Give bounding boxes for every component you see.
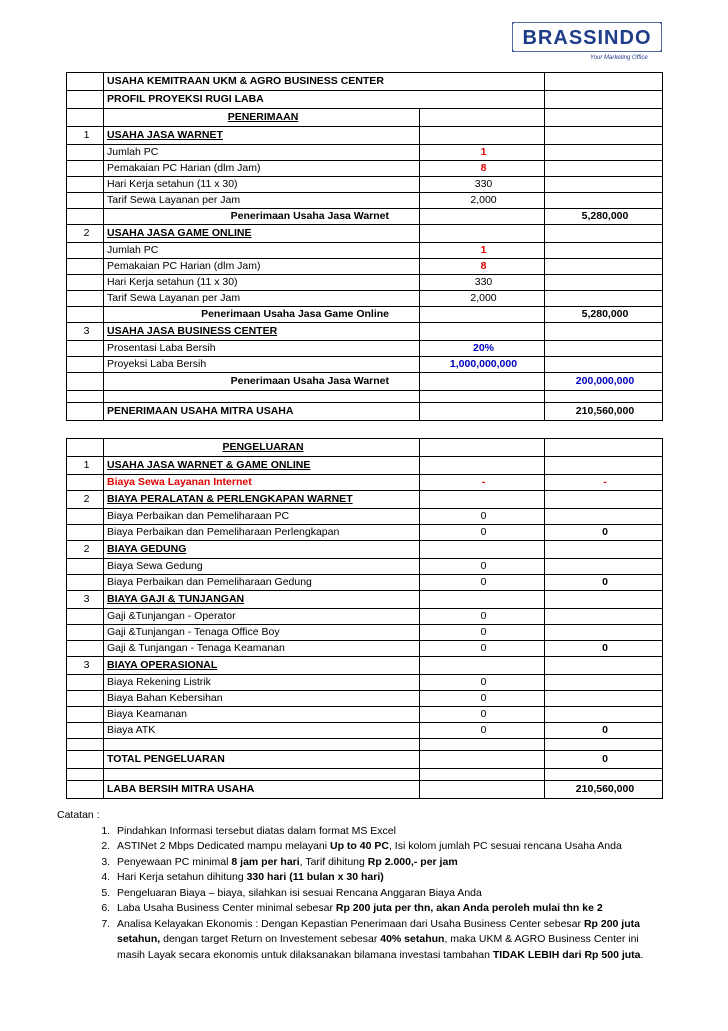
note-text: Analisa Kelayakan Ekonomis : Dengan Kepastian Penerimaan dari Usaha Business Center sebesar [117, 917, 584, 930]
cell [67, 781, 104, 799]
note-item [113, 917, 667, 964]
note-text: 40% setahun [380, 933, 445, 945]
cell [545, 275, 663, 291]
cell [545, 491, 663, 509]
item-label: Pemakaian PC Harian (dlm Jam) [104, 259, 420, 275]
cell [67, 525, 104, 541]
cell [67, 73, 104, 91]
cell [545, 243, 663, 259]
cell [67, 373, 104, 391]
cell [67, 307, 104, 323]
cell [420, 457, 545, 475]
section-number: 2 [67, 225, 104, 243]
item-value: 2,000 [420, 193, 545, 209]
cell [545, 769, 663, 781]
cell [545, 109, 663, 127]
item-value: 1,000,000,000 [420, 357, 545, 373]
item-total: - [545, 475, 663, 491]
table-row [67, 475, 663, 491]
cell [67, 145, 104, 161]
item-value: - [420, 475, 545, 491]
cell [67, 609, 104, 625]
item-label: Biaya Perbaikan dan Pemeliharaan PC [104, 509, 420, 525]
section-number: 1 [67, 457, 104, 475]
subtotal-row [67, 373, 663, 391]
table-row [67, 691, 663, 707]
note-text: Rp 200 juta setahun, [117, 917, 640, 945]
section-number: 3 [67, 591, 104, 609]
table-row [67, 259, 663, 275]
profit-value: 210,560,000 [545, 781, 663, 799]
note-text: Hari Kerja setahun dihitung [117, 871, 247, 883]
cell [420, 781, 545, 799]
note-text: 8 jam per hari [231, 855, 300, 868]
cell [67, 439, 104, 457]
item-value: 0 [420, 675, 545, 691]
cell [67, 723, 104, 739]
item-value: 0 [420, 641, 545, 657]
item-value: 0 [420, 609, 545, 625]
item-label: Biaya ATK [104, 723, 420, 739]
item-label: Biaya Bahan Kebersihan [104, 691, 420, 707]
item-value: 0 [420, 723, 545, 739]
cell [420, 225, 545, 243]
item-label: Gaji &Tunjangan - Operator [104, 609, 420, 625]
cell [420, 307, 545, 323]
cell [67, 739, 104, 751]
item-total: 0 [545, 641, 663, 657]
cell [67, 391, 104, 403]
cell [67, 357, 104, 373]
logo-subtitle: Your Marketing Office [590, 55, 648, 61]
table-row [67, 275, 663, 291]
item-total: 0 [545, 525, 663, 541]
cell [67, 509, 104, 525]
spacer-row [67, 769, 663, 781]
item-label: Biaya Rekening Listrik [104, 675, 420, 691]
cell [545, 341, 663, 357]
cell [104, 739, 420, 751]
item-total [545, 559, 663, 575]
item-value: 0 [420, 707, 545, 723]
item-value: 0 [420, 559, 545, 575]
cell [420, 769, 545, 781]
section-title-row [67, 657, 663, 675]
note-item [113, 870, 667, 886]
cell [420, 657, 545, 675]
item-value: 8 [420, 161, 545, 177]
subtotal-label: Penerimaan Usaha Jasa Warnet [104, 209, 420, 225]
profit-row [67, 781, 663, 799]
section-number: 3 [67, 657, 104, 675]
cell [545, 323, 663, 341]
cell [67, 403, 104, 421]
table-row [67, 641, 663, 657]
note-text: TIDAK LEBIH dari Rp 500 juta [492, 948, 641, 961]
item-total [545, 509, 663, 525]
table-row [67, 357, 663, 373]
cell [545, 357, 663, 373]
section-title-row [67, 225, 663, 243]
section-title-row [67, 457, 663, 475]
note-text: , Isi kolom jumlah PC sesuai rencana Usaha Anda [388, 840, 622, 852]
cell [67, 275, 104, 291]
notes-list [57, 824, 667, 964]
cell [67, 751, 104, 769]
cell [67, 209, 104, 225]
item-total [545, 625, 663, 641]
expense-table [66, 438, 663, 799]
section-number: 3 [67, 323, 104, 341]
subtotal-value: 5,280,000 [545, 209, 663, 225]
cell [545, 457, 663, 475]
note-item [113, 855, 667, 871]
cell [420, 109, 545, 127]
cell [420, 541, 545, 559]
report-subtitle: PROFIL PROYEKSI RUGI LABA [104, 91, 545, 109]
table-row [67, 575, 663, 591]
item-value: 0 [420, 525, 545, 541]
note-text: . [640, 948, 644, 961]
cell [420, 739, 545, 751]
cell [420, 209, 545, 225]
cell [545, 439, 663, 457]
item-value: 0 [420, 625, 545, 641]
report-title: USAHA KEMITRAAN UKM & AGRO BUSINESS CENTER [104, 73, 545, 91]
note-item [113, 824, 667, 840]
cell [67, 625, 104, 641]
profit-label: LABA BERSIH MITRA USAHA [104, 781, 420, 799]
item-total [545, 707, 663, 723]
cell [67, 559, 104, 575]
cell [545, 73, 663, 91]
item-label: Proyeksi Laba Bersih [104, 357, 420, 373]
table-row [67, 243, 663, 259]
section-title-row [67, 491, 663, 509]
subtotal-row [67, 307, 663, 323]
section-title-row [67, 323, 663, 341]
cell [545, 291, 663, 307]
table-row [67, 625, 663, 641]
note-text: dengan target Return on Investement sebesar [160, 933, 381, 945]
title-row [67, 73, 663, 91]
cell [67, 109, 104, 127]
cell [545, 177, 663, 193]
note-text: 330 hari (11 bulan x 30 hari) [246, 871, 384, 883]
item-label: Gaji & Tunjangan - Tenaga Keamanan [104, 641, 420, 657]
cell [545, 225, 663, 243]
note-item [113, 839, 667, 855]
item-label: Gaji &Tunjangan - Tenaga Office Boy [104, 625, 420, 641]
income-table [66, 72, 663, 421]
section-title-row [67, 541, 663, 559]
cell [67, 707, 104, 723]
note-text: Rp 200 juta per thn, akan Anda peroleh mulai thn ke 2 [335, 902, 603, 914]
note-text: Pindahkan Informasi tersebut diatas dalam format MS Excel [117, 824, 396, 837]
notes-title: Catatan : [57, 809, 100, 821]
item-value: 0 [420, 509, 545, 525]
cell [545, 591, 663, 609]
spacer-row [67, 391, 663, 403]
section-title: USAHA JASA WARNET [104, 127, 420, 145]
note-text: Pengeluaran Biaya – biaya, silahkan isi sesuai Rencana Anggaran Biaya Anda [117, 886, 482, 899]
item-value: 330 [420, 275, 545, 291]
cell [420, 491, 545, 509]
cell [420, 373, 545, 391]
cell [420, 403, 545, 421]
item-label: Prosentasi Laba Bersih [104, 341, 420, 357]
cell [420, 391, 545, 403]
note-text: Penyewaan PC minimal [117, 855, 232, 868]
cell [545, 739, 663, 751]
cell [67, 177, 104, 193]
section-title: USAHA JASA GAME ONLINE [104, 225, 420, 243]
section-heading: PENGELUARAN [104, 439, 420, 457]
item-label: Biaya Sewa Layanan Internet [104, 475, 420, 491]
table-row [67, 525, 663, 541]
item-label: Biaya Perbaikan dan Pemeliharaan Gedung [104, 575, 420, 591]
total-label: PENERIMAAN USAHA MITRA USAHA [104, 403, 420, 421]
cell [67, 675, 104, 691]
item-value: 330 [420, 177, 545, 193]
cell [67, 641, 104, 657]
cell [545, 127, 663, 145]
total-label: TOTAL PENGELUARAN [104, 751, 420, 769]
cell [67, 691, 104, 707]
cell [545, 541, 663, 559]
cell [420, 323, 545, 341]
cell [67, 259, 104, 275]
brassindo-logo [512, 22, 662, 52]
note-item [113, 886, 667, 902]
section-title: BIAYA GEDUNG [104, 541, 420, 559]
section-title-row [67, 591, 663, 609]
note-text: Laba Usaha Business Center minimal sebesar [117, 902, 336, 914]
cell [545, 91, 663, 109]
item-label: Jumlah PC [104, 243, 420, 259]
subtotal-value: 5,280,000 [545, 307, 663, 323]
item-total [545, 609, 663, 625]
item-label: Biaya Perbaikan dan Pemeliharaan Perlengkapan [104, 525, 420, 541]
cell [104, 769, 420, 781]
cell [67, 91, 104, 109]
item-value: 2,000 [420, 291, 545, 307]
cell [545, 657, 663, 675]
total-value: 210,560,000 [545, 403, 663, 421]
item-total: 0 [545, 575, 663, 591]
cell [420, 439, 545, 457]
table-row [67, 509, 663, 525]
heading-row [67, 109, 663, 127]
section-title: BIAYA PERALATAN & PERLENGKAPAN WARNET [104, 491, 420, 509]
item-label: Biaya Sewa Gedung [104, 559, 420, 575]
table-row [67, 177, 663, 193]
cell [545, 259, 663, 275]
cell [545, 391, 663, 403]
note-item [113, 901, 667, 917]
note-text: ASTINet 2 Mbps Dedicated mampu melayani [117, 840, 331, 852]
cell [545, 145, 663, 161]
cell [67, 769, 104, 781]
cell [420, 591, 545, 609]
item-value: 1 [420, 145, 545, 161]
total-row [67, 751, 663, 769]
notes [57, 808, 667, 963]
spacer-row [67, 739, 663, 751]
subtotal-label: Penerimaan Usaha Jasa Warnet [104, 373, 420, 391]
cell [67, 575, 104, 591]
total-row [67, 403, 663, 421]
item-label: Tarif Sewa Layanan per Jam [104, 193, 420, 209]
item-label: Pemakaian PC Harian (dlm Jam) [104, 161, 420, 177]
note-text: , maka UKM & AGRO Business Center ini masih Layak secara ekonomis untuk dilaksanakan bilamana investasi tambahan [117, 933, 639, 961]
heading-row [67, 439, 663, 457]
cell [545, 161, 663, 177]
note-text: , Tarif dihitung [299, 855, 368, 868]
subtotal-value: 200,000,000 [545, 373, 663, 391]
section-title-row [67, 127, 663, 145]
logo-text: BRASSINDO [522, 27, 652, 49]
table-row [67, 341, 663, 357]
cell [67, 291, 104, 307]
section-title: BIAYA OPERASIONAL [104, 657, 420, 675]
item-total: 0 [545, 723, 663, 739]
item-value: 8 [420, 259, 545, 275]
item-total [545, 675, 663, 691]
cell [67, 161, 104, 177]
note-text: Rp 2.000,- per jam [367, 855, 458, 868]
section-title: USAHA JASA BUSINESS CENTER [104, 323, 420, 341]
item-label: Hari Kerja setahun (11 x 30) [104, 177, 420, 193]
cell [545, 193, 663, 209]
table-row [67, 193, 663, 209]
note-text: Up to 40 PC [330, 840, 389, 852]
cell [67, 475, 104, 491]
item-value: 0 [420, 691, 545, 707]
cell [420, 751, 545, 769]
item-value: 1 [420, 243, 545, 259]
table-row [67, 145, 663, 161]
table-row [67, 723, 663, 739]
section-number: 2 [67, 541, 104, 559]
item-label: Hari Kerja setahun (11 x 30) [104, 275, 420, 291]
total-value: 0 [545, 751, 663, 769]
section-title: USAHA JASA WARNET & GAME ONLINE [104, 457, 420, 475]
subtotal-label: Penerimaan Usaha Jasa Game Online [104, 307, 420, 323]
item-label: Biaya Keamanan [104, 707, 420, 723]
table-row [67, 291, 663, 307]
cell [420, 127, 545, 145]
cell [104, 391, 420, 403]
table-row [67, 675, 663, 691]
table-row [67, 559, 663, 575]
item-label: Tarif Sewa Layanan per Jam [104, 291, 420, 307]
title-row [67, 91, 663, 109]
subtotal-row [67, 209, 663, 225]
section-heading: PENERIMAAN [104, 109, 420, 127]
table-row [67, 161, 663, 177]
cell [67, 193, 104, 209]
table-row [67, 707, 663, 723]
item-value: 0 [420, 575, 545, 591]
cell [67, 341, 104, 357]
section-title: BIAYA GAJI & TUNJANGAN [104, 591, 420, 609]
item-label: Jumlah PC [104, 145, 420, 161]
table-row [67, 609, 663, 625]
item-value: 20% [420, 341, 545, 357]
item-total [545, 691, 663, 707]
cell [67, 243, 104, 259]
section-number: 2 [67, 491, 104, 509]
section-number: 1 [67, 127, 104, 145]
